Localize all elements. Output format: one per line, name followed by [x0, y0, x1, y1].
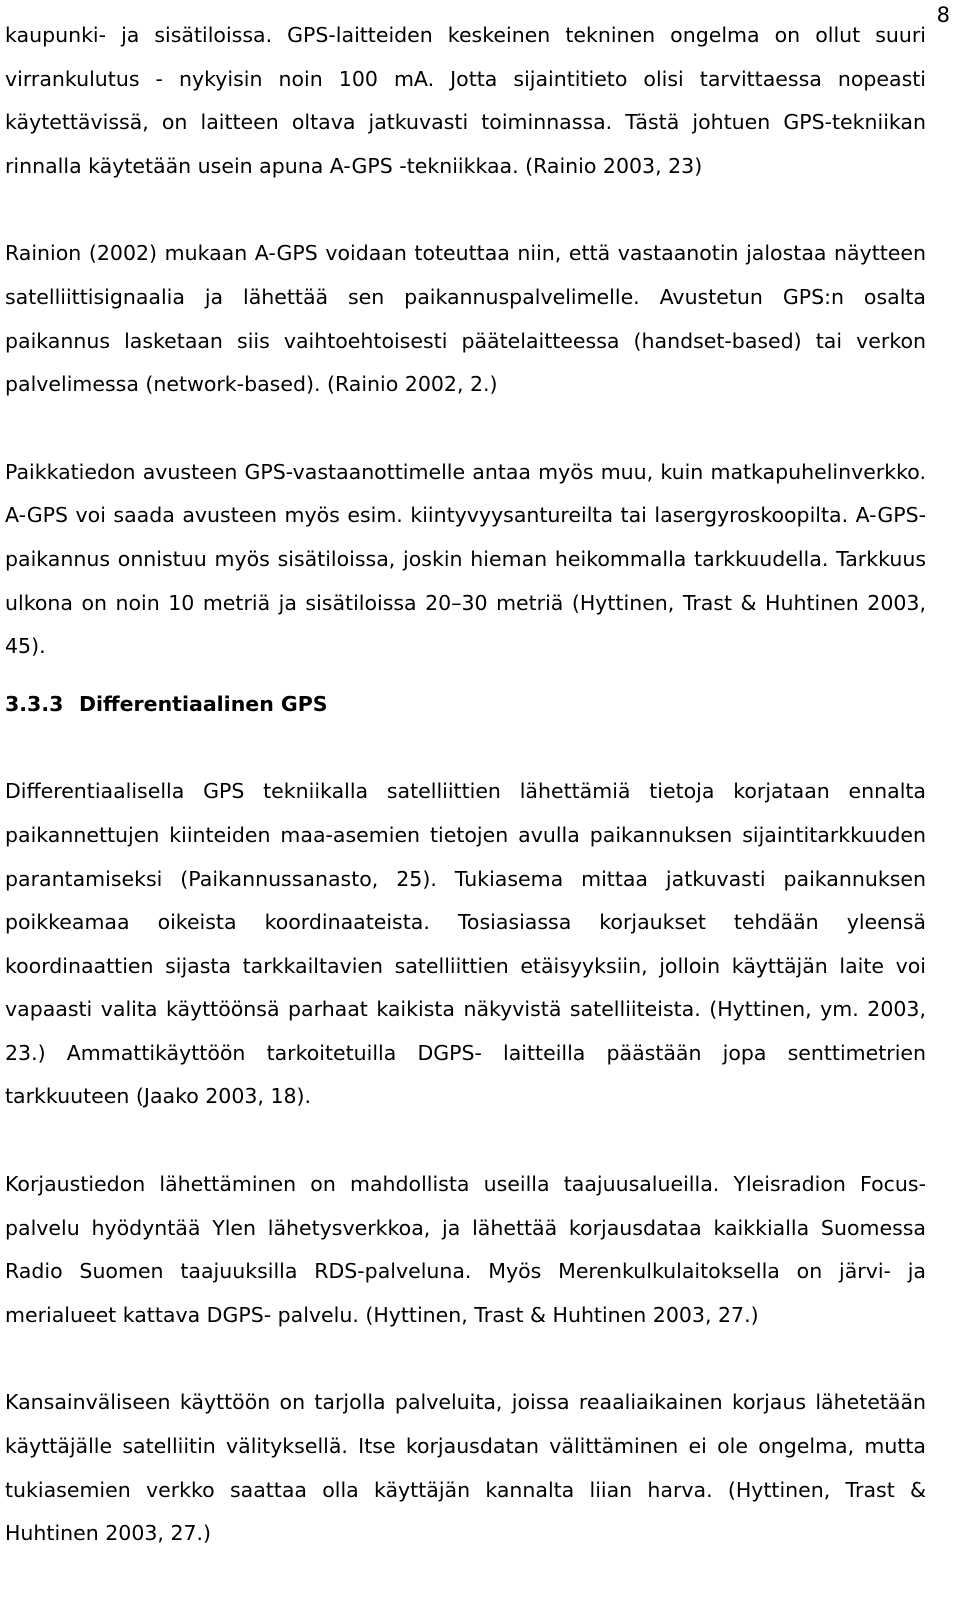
paragraph-dgps-frequencies: Korjaustiedon lähettäminen on mahdollista useilla taajuusalueilla. Yleisradion Focus-palvelu hyödyntää Ylen lähetysverkkoa, ja lähettää korjausdataa kaikkialla Suomessa Radio Suomen taajuuksilla RDS-palveluna. Myös Merenkulkulaitoksella on järvi- ja merialueet kattava DGPS- palvelu. (Hyttinen, Trast & Huhtinen 2003, 27.): [5, 1172, 926, 1327]
paragraph-dgps-description: Differentiaalisella GPS tekniikalla satelliittien lähettämiä tietoja korjataan ennalta paikannettujen kiinteiden maa-asemien tietojen avulla paikannuksen sijaintitarkkuuden parantamiseksi (Paikannussanasto, 25). Tukiasema mittaa jatkuvasti paikannuksen poikkeamaa oikeista koordinaateista. Tosiasiassa korjaukset tehdään yleensä koordinaattien sijasta tarkkailtavien satelliittien etäisyyksiin, jolloin käyttäjän laite voi vapaasti valita käyttöönsä parhaat kaikista näkyvistä satelliiteista. (Hyttinen, ym. 2003, 23.) Ammattikäyttöön tarkoitetuilla DGPS- laitteilla päästään jopa senttimetrien tarkkuuteen (Jaako 2003, 18).: [5, 779, 926, 1109]
paragraph-gap: [5, 188, 926, 232]
section-number: 3.3.3: [5, 691, 64, 716]
paragraph-agps-intro: kaupunki- ja sisätiloissa. GPS-laitteiden keskeinen tekninen ongelma on ollut suuri virrankulutus - nykyisin noin 100 mA. Jotta sijaintitieto olisi tarvittaessa nopeasti käytettävissä, on laitteen oltava jatkuvasti toiminnassa. Tästä johtuen GPS-tekniikan rinnalla käytetään usein apuna A-GPS -tekniikkaa. (Rainio 2003, 23): [5, 23, 926, 178]
paragraph-gap: [5, 669, 926, 683]
paragraph-agps-rainio: Rainion (2002) mukaan A-GPS voidaan toteuttaa niin, että vastaanotin jalostaa näytteen satelliittisignaalia ja lähettää sen paikannuspalvelimelle. Avustetun GPS:n osalta paikannus lasketaan siis vaihtoehtoisesti päätelaitteessa (handset-based) tai verkon palvelimessa (network-based). (Rainio 2002, 2.): [5, 241, 926, 397]
document-body: [5, 14, 926, 1556]
paragraph-gap: [5, 726, 926, 770]
section-heading: [5, 683, 926, 727]
page-number: 8: [936, 3, 950, 27]
paragraph-agps-assistance: Paikkatiedon avusteen GPS-vastaanottimelle antaa myös muu, kuin matkapuhelinverkko. A-GPS voi saada avusteen myös esim. kiintyvyysantureilta tai lasergyroskoopilta. A-GPS-paikannus onnistuu myös sisätiloissa, joskin hieman heikommalla tarkkuudella. Tarkkuus ulkona on noin 10 metriä ja sisätiloissa 20–30 metriä (Hyttinen, Trast & Huhtinen 2003, 45).: [5, 459, 926, 659]
paragraph-gap: [5, 1337, 926, 1381]
section-title: Differentiaalinen GPS: [79, 691, 328, 716]
paragraph-gap: [5, 407, 926, 451]
paragraph-dgps-international: Kansainväliseen käyttöön on tarjolla palveluita, joissa reaaliaikainen korjaus lähetetään käyttäjälle satelliitin välityksellä. Itse korjausdatan välittäminen ei ole ongelma, mutta tukiasemien verkko saattaa olla käyttäjän kannalta liian harva. (Hyttinen, Trast & Huhtinen 2003, 27.): [5, 1390, 926, 1546]
paragraph-gap: [5, 1119, 926, 1163]
